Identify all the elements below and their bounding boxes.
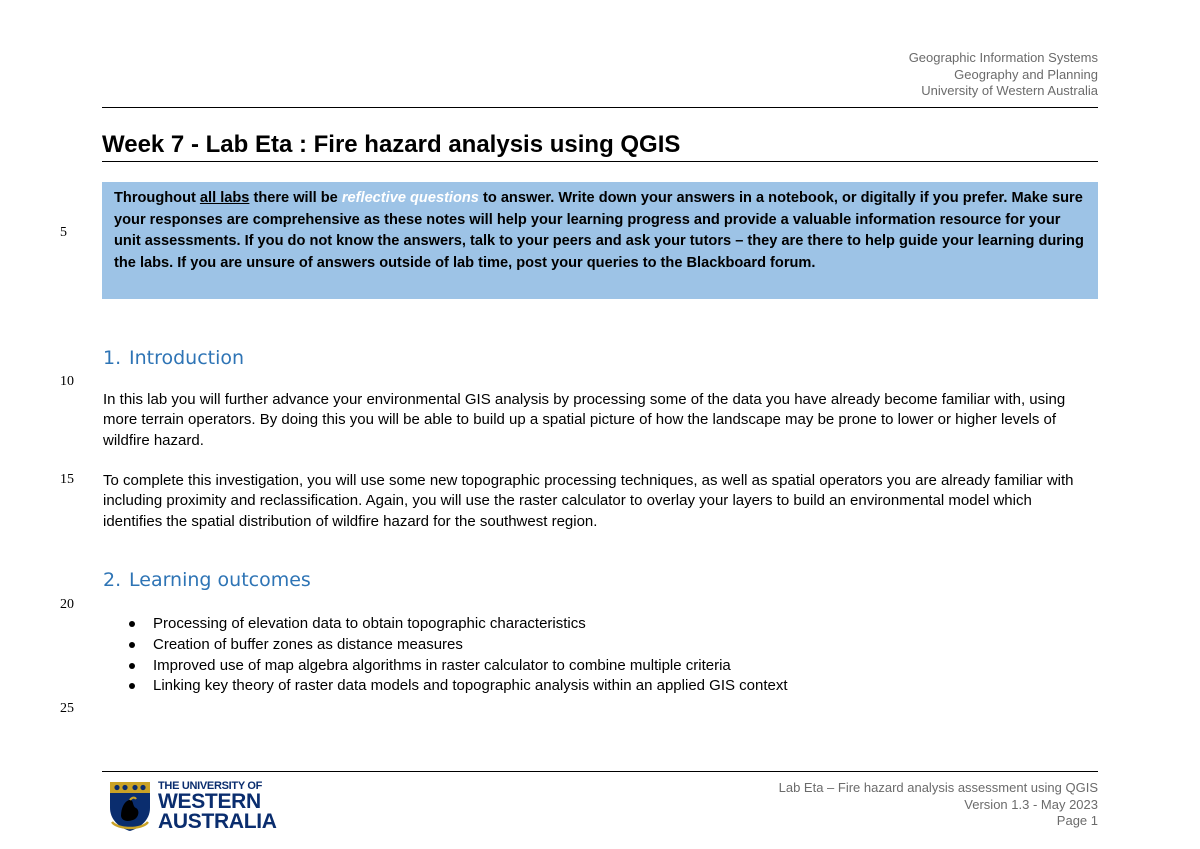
- intro-paragraph-2: To complete this investigation, you will use some new topographic processing techniques, as well as spatial operators you are already familiar with including proximity and reclassification. Again, you will use the raster calculator to overlay your layers to build an environmental model which identifies the spatial distribution of wildfire hazard for the southwest region.: [103, 472, 1074, 530]
- section-title: Introduction: [129, 347, 245, 369]
- list-item-text: Creation of buffer zones as distance measures: [153, 635, 463, 653]
- section-title: Learning outcomes: [129, 569, 311, 591]
- line-number: 10: [60, 374, 74, 389]
- page-title: Week 7 - Lab Eta : Fire hazard analysis using QGIS: [102, 130, 1098, 162]
- header-line-university: University of Western Australia: [921, 83, 1098, 98]
- document-header: [909, 50, 1098, 100]
- footer-rule: [102, 771, 1098, 772]
- header-line-unit: Geographic Information Systems: [908, 50, 1098, 65]
- footer-lab-title: Lab Eta – Fire hazard analysis assessment using QGIS: [778, 780, 1098, 795]
- list-item: [129, 635, 1089, 656]
- reflective-questions-callout: [102, 182, 1098, 299]
- line-number: 15: [60, 472, 74, 487]
- footer-version: Version 1.3 - May 2023: [964, 796, 1098, 812]
- list-item: [129, 614, 1089, 635]
- list-item: [129, 656, 1089, 677]
- callout-text-1: Throughout: [114, 190, 200, 206]
- section-heading-learning-outcomes: [103, 568, 311, 592]
- list-item: [129, 676, 1089, 697]
- learning-outcomes-list: [129, 614, 1089, 697]
- logo-line-3: AUSTRALIA: [158, 810, 277, 833]
- bullet-icon: [129, 621, 135, 627]
- section-number: 2.: [103, 569, 122, 591]
- callout-text-3: to answer. Write down your answers in a notebook, or digitally if you prefer. Make sure your responses are comprehensive as these notes will help your learning progress and provide a valuable information resource for your unit assessments. If you do not know the answers, talk to your peers and ask your tutors – they are there to help guide your learning during the labs. If you are unsure of answers outside of lab time, post your queries to the Blackboard forum.: [114, 190, 1084, 271]
- bullet-icon: [129, 663, 135, 669]
- list-item-text: Processing of elevation data to obtain topographic characteristics: [153, 615, 586, 632]
- line-number: 5: [60, 225, 67, 240]
- logo-wordmark: [158, 780, 277, 832]
- line-number: 25: [60, 701, 74, 716]
- line-number: 20: [60, 597, 74, 612]
- logo-line-2: WESTERN: [158, 790, 261, 813]
- footer-page-number: Page 1: [1056, 813, 1098, 828]
- header-line-school: Geography and Planning: [954, 66, 1098, 82]
- logo-line-1: THE UNIVERSITY OF: [158, 780, 263, 792]
- intro-paragraph-1: In this lab you will further advance your environmental GIS analysis by processing some of the data you have already become familiar with, using more terrain operators. By doing this you will be able to build up a spatial picture of how the landscape may be prone to lower or higher levels of wildfire hazard.: [103, 391, 1066, 449]
- section-heading-introduction: [103, 346, 244, 370]
- callout-all-labs: all labs: [199, 190, 250, 206]
- header-rule: [102, 107, 1098, 108]
- bullet-icon: [129, 642, 135, 648]
- section-number: 1.: [103, 347, 122, 369]
- university-logo: [108, 780, 277, 833]
- callout-reflective-questions: reflective questions: [341, 190, 479, 206]
- document-footer: [779, 780, 1098, 830]
- list-item-text: Improved use of map algebra algorithms in raster calculator to combine multiple criteria: [153, 656, 731, 674]
- list-item-text: Linking key theory of raster data models and topographic analysis within an applied GIS context: [153, 677, 788, 695]
- university-crest-icon: [108, 780, 152, 832]
- callout-text-2: there will be: [249, 190, 342, 206]
- bullet-icon: [129, 683, 135, 689]
